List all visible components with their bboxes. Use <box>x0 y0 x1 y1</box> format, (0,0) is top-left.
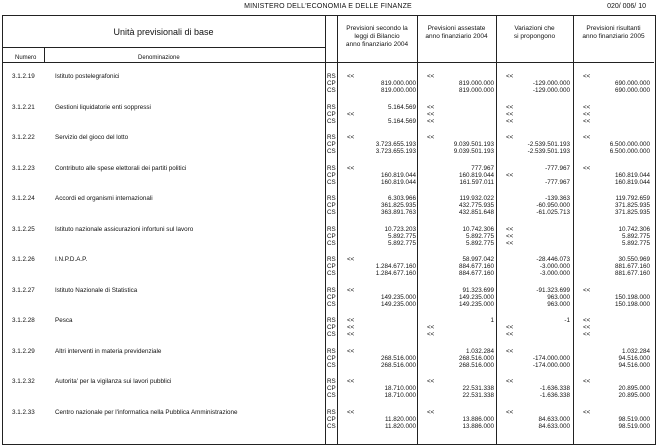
row-type-rs: RS <box>327 195 336 202</box>
value-cell: 1.032.284 <box>621 347 650 355</box>
value-cell: 5.892.775 <box>621 239 650 247</box>
value-cell: << <box>583 117 591 125</box>
value-cell: << <box>506 110 514 118</box>
value-cell: << <box>506 171 514 179</box>
row-type-cp: CP <box>327 141 336 149</box>
value-cell: 22.531.338 <box>462 392 494 400</box>
value-cell: -60.950.000 <box>536 202 570 210</box>
value-cell: 6.500.000.000 <box>609 148 650 156</box>
value-cell: 13.886.000 <box>462 415 494 423</box>
value-cell: << <box>506 73 514 80</box>
value-cell: << <box>583 103 591 111</box>
column-header-line: Previsioni secondo la <box>346 25 408 32</box>
value-cell: << <box>583 286 591 294</box>
value-cell: 881.677.160 <box>614 270 650 278</box>
row-denominazione: Istituto nazionale assicurazioni infortuni sul lavoro <box>55 225 194 233</box>
row-numero: 3.1.2.26 <box>12 256 35 263</box>
value-cell: 1 <box>490 317 494 324</box>
value-cell: 819.000.000 <box>458 87 494 95</box>
column-header-2 <box>417 25 496 41</box>
value-cell: << <box>347 378 355 385</box>
value-cell: 9.039.501.193 <box>453 141 494 149</box>
row-type-cp: CP <box>327 171 336 179</box>
value-cell: << <box>347 164 355 172</box>
value-cell: -129.000.000 <box>532 80 570 88</box>
value-cell: << <box>427 103 435 111</box>
row-numero: 3.1.2.23 <box>12 164 35 172</box>
value-cell: << <box>506 117 514 125</box>
value-cell: 149.235.000 <box>380 293 416 301</box>
column-header-line: anno finanziario 2005 <box>582 33 645 40</box>
row-type-cs: CS <box>327 178 336 186</box>
value-cell: << <box>347 317 355 324</box>
value-cell: 884.677.160 <box>458 270 494 278</box>
row-type-cs: CS <box>327 117 336 125</box>
value-cell: << <box>427 324 435 332</box>
value-cell: << <box>427 117 435 125</box>
column-header-line: Previsioni assestate <box>427 25 486 32</box>
value-cell: << <box>427 378 435 385</box>
value-cell: << <box>583 317 591 324</box>
value-cell: << <box>347 286 355 294</box>
value-cell: << <box>583 324 591 332</box>
value-cell: 5.164.569 <box>387 117 416 125</box>
row-type-rs: RS <box>327 103 336 111</box>
value-cell: << <box>583 73 591 80</box>
value-cell: 20.895.000 <box>618 385 650 393</box>
value-cell: -129.000.000 <box>532 87 570 95</box>
value-cell: 5.892.775 <box>387 232 416 240</box>
value-cell: << <box>347 134 355 141</box>
value-cell: 963.000 <box>547 293 570 301</box>
value-cell: << <box>583 331 591 339</box>
value-cell: 10.742.306 <box>462 225 494 233</box>
value-cell: 10.723.203 <box>384 225 416 233</box>
value-cell: 777.967 <box>471 164 494 172</box>
value-cell: 94.516.000 <box>618 361 650 369</box>
row-type-cs: CS <box>327 361 336 369</box>
value-cell: 160.819.044 <box>614 178 650 186</box>
value-cell: 268.516.000 <box>458 361 494 369</box>
value-cell: 160.819.044 <box>380 178 416 186</box>
value-cell: << <box>583 408 591 416</box>
value-cell: 30.550.969 <box>618 256 650 263</box>
value-cell: 18.710.000 <box>384 392 416 400</box>
row-type-rs: RS <box>327 225 336 233</box>
row-type-cs: CS <box>327 209 336 217</box>
value-cell: << <box>427 331 435 339</box>
row-denominazione: Servizio del gioco del lotto <box>55 134 129 141</box>
value-cell: 268.516.000 <box>380 354 416 362</box>
value-cell: 884.677.160 <box>458 263 494 271</box>
row-numero: 3.1.2.28 <box>12 317 35 324</box>
value-cell: << <box>347 73 355 80</box>
value-cell: -1.636.338 <box>539 392 570 400</box>
value-cell: 149.235.000 <box>380 300 416 308</box>
row-denominazione: Altri interventi in materia previdenziale <box>55 347 162 355</box>
value-cell: 84.633.000 <box>538 415 570 423</box>
row-type-cs: CS <box>327 331 336 339</box>
value-cell: << <box>347 408 355 416</box>
value-cell: << <box>427 408 435 416</box>
row-type-cp: CP <box>327 232 336 240</box>
value-cell: -777.967 <box>545 164 570 172</box>
value-cell: << <box>506 347 514 355</box>
value-cell: << <box>506 103 514 111</box>
value-cell: 3.723.655.193 <box>375 148 416 156</box>
value-cell: << <box>427 134 435 141</box>
value-cell: << <box>506 408 514 416</box>
value-cell: << <box>506 239 514 247</box>
page-header-title: MINISTERO DELL'ECONOMIA E DELLE FINANZE <box>244 3 412 10</box>
value-cell: << <box>583 378 591 385</box>
column-header-line: anno finanziario 2004 <box>345 41 409 48</box>
row-type-cs: CS <box>327 87 336 95</box>
value-cell: 119.932.022 <box>459 195 494 202</box>
numero-divider <box>44 47 45 62</box>
value-cell: 160.819.044 <box>614 171 650 179</box>
value-cell: 94.516.000 <box>618 354 650 362</box>
value-cell: -174.000.000 <box>532 361 570 369</box>
row-type-cs: CS <box>327 239 336 247</box>
row-denominazione: Contributo alle spese elettorali dei partiti politici <box>55 164 187 172</box>
value-cell: << <box>427 110 435 118</box>
value-cell: 819.000.000 <box>380 87 416 95</box>
value-cell: << <box>347 324 355 332</box>
value-cell: -174.000.000 <box>532 354 570 362</box>
value-cell: 18.710.000 <box>384 385 416 393</box>
value-cell: 5.892.775 <box>387 239 416 247</box>
value-cell: 963.000 <box>547 300 570 308</box>
value-cell: 91.323.699 <box>462 286 494 294</box>
value-cell: 1.284.677.160 <box>375 270 416 278</box>
row-type-rs: RS <box>327 408 336 416</box>
header-bottom-line <box>2 62 654 63</box>
row-numero: 3.1.2.29 <box>12 347 35 355</box>
row-numero: 3.1.2.24 <box>12 195 35 202</box>
row-type-cp: CP <box>327 415 336 423</box>
row-type-rs: RS <box>327 317 336 324</box>
value-cell: << <box>506 324 514 332</box>
value-cell: 268.516.000 <box>458 354 494 362</box>
row-numero: 3.1.2.21 <box>12 103 35 111</box>
value-cell: -2.539.501.193 <box>527 141 570 149</box>
row-type-cs: CS <box>327 300 336 308</box>
page-reference: 020/ 006/ 10 <box>607 3 646 10</box>
value-cell: -61.025.713 <box>536 209 570 217</box>
row-type-cp: CP <box>327 324 336 332</box>
row-denominazione: I.N.P.D.A.P. <box>55 256 88 263</box>
value-cell: 432.775.935 <box>458 202 494 210</box>
col-divider-1 <box>417 15 418 445</box>
value-cell: 1.284.677.160 <box>375 263 416 271</box>
value-cell: 13.886.000 <box>462 422 494 430</box>
row-denominazione: Istituto postelegrafonici <box>55 73 120 80</box>
value-cell: << <box>506 134 514 141</box>
row-denominazione: Accordi ed organismi internazionali <box>55 195 153 202</box>
value-cell: << <box>583 164 591 172</box>
row-numero: 3.1.2.33 <box>12 408 35 416</box>
value-cell: 432.851.648 <box>458 209 494 217</box>
value-cell: << <box>583 110 591 118</box>
value-cell: 371.825.935 <box>614 202 650 210</box>
col-divider-type <box>337 15 338 445</box>
value-cell: 150.198.000 <box>614 293 650 301</box>
value-cell: 11.820.000 <box>384 415 416 423</box>
value-cell: 1.032.284 <box>465 347 494 355</box>
value-cell: << <box>506 331 514 339</box>
value-cell: 98.519.000 <box>618 415 650 423</box>
value-cell: 5.892.775 <box>465 232 494 240</box>
value-cell: 58.997.042 <box>462 256 494 263</box>
value-cell: 20.895.000 <box>618 392 650 400</box>
value-cell: << <box>347 331 355 339</box>
value-cell: 9.039.501.193 <box>453 148 494 156</box>
numero-header: Numero <box>15 55 37 61</box>
value-cell: 819.000.000 <box>458 80 494 88</box>
value-cell: 5.164.569 <box>387 103 416 111</box>
value-cell: 819.000.000 <box>380 80 416 88</box>
row-type-cp: CP <box>327 385 336 393</box>
value-cell: 3.723.655.193 <box>375 141 416 149</box>
value-cell: 160.819.044 <box>380 171 416 179</box>
value-cell: 119.792.659 <box>615 195 650 202</box>
row-denominazione: Pesca <box>55 317 73 324</box>
row-type-cs: CS <box>327 422 336 430</box>
value-cell: 363.891.763 <box>380 209 416 217</box>
value-cell: 149.235.000 <box>458 293 494 301</box>
value-cell: 161.597.011 <box>459 178 494 186</box>
value-cell: << <box>347 110 355 118</box>
value-cell: 690.000.000 <box>614 80 650 88</box>
column-header-1 <box>337 25 417 49</box>
header-subdivider <box>2 47 325 48</box>
row-type-cp: CP <box>327 354 336 362</box>
value-cell: 361.825.935 <box>380 202 416 210</box>
value-cell: 690.000.000 <box>614 87 650 95</box>
column-header-3 <box>496 25 573 41</box>
value-cell: 98.519.000 <box>618 422 650 430</box>
value-cell: 5.892.775 <box>465 239 494 247</box>
row-numero: 3.1.2.25 <box>12 225 35 233</box>
denominazione-header: Denominazione <box>138 55 180 61</box>
row-numero: 3.1.2.32 <box>12 378 35 385</box>
row-type-cp: CP <box>327 110 336 118</box>
row-type-rs: RS <box>327 347 336 355</box>
row-type-rs: RS <box>327 73 336 80</box>
column-header-line: leggi di Bilancio <box>354 33 400 40</box>
value-cell: -28.446.073 <box>536 256 570 263</box>
value-cell: 10.742.306 <box>618 225 650 233</box>
row-numero: 3.1.2.19 <box>12 73 35 80</box>
column-header-4 <box>573 25 654 41</box>
row-type-cp: CP <box>327 293 336 301</box>
value-cell: 11.820.000 <box>384 422 416 430</box>
row-numero: 3.1.2.27 <box>12 286 35 294</box>
row-type-cp: CP <box>327 80 336 88</box>
row-type-rs: RS <box>327 286 336 294</box>
value-cell: << <box>347 256 355 263</box>
value-cell: -139.363 <box>545 195 570 202</box>
value-cell: -91.323.699 <box>536 286 570 294</box>
unita-header: Unità previsionali di base <box>113 27 214 37</box>
column-header-line: si propongono <box>513 33 556 40</box>
value-cell: 5.892.775 <box>621 232 650 240</box>
row-type-rs: RS <box>327 378 336 385</box>
value-cell: 84.633.000 <box>538 422 570 430</box>
column-header-line: Previsioni risultanti <box>586 25 641 32</box>
value-cell: << <box>506 232 514 240</box>
value-cell: 6.303.966 <box>387 195 416 202</box>
row-type-rs: RS <box>327 134 336 141</box>
value-cell: << <box>347 347 355 355</box>
value-cell: 149.235.000 <box>458 300 494 308</box>
row-type-cp: CP <box>327 202 336 210</box>
value-cell: 268.516.000 <box>380 361 416 369</box>
value-cell: 150.198.000 <box>614 300 650 308</box>
value-cell: 6.500.000.000 <box>609 141 650 149</box>
col-divider-denominazione <box>325 15 326 445</box>
value-cell: -1 <box>564 317 570 324</box>
value-cell: << <box>506 225 514 233</box>
row-denominazione: Autorita' per la vigilanza sui lavori pubblici <box>55 378 172 385</box>
value-cell: << <box>427 73 435 80</box>
row-denominazione: Gestioni liquidatorie enti soppressi <box>55 103 151 111</box>
value-cell: -1.636.338 <box>539 385 570 393</box>
value-cell: 371.825.935 <box>614 209 650 217</box>
value-cell: 22.531.338 <box>462 385 494 393</box>
value-cell: -3.000.000 <box>539 263 570 271</box>
row-type-cs: CS <box>327 270 336 278</box>
row-type-cs: CS <box>327 392 336 400</box>
value-cell: << <box>583 134 591 141</box>
column-header-line: anno finanziario 2004 <box>425 33 488 40</box>
value-cell: -2.539.501.193 <box>527 148 570 156</box>
value-cell: 881.677.160 <box>614 263 650 271</box>
row-denominazione: Centro nazionale per l'informatica nella Pubblica Amministrazione <box>55 408 238 416</box>
value-cell: 160.819.044 <box>458 171 494 179</box>
row-type-cp: CP <box>327 263 336 271</box>
row-denominazione: Istituto Nazionale di Statistica <box>55 286 138 294</box>
value-cell: -777.967 <box>545 178 570 186</box>
row-numero: 3.1.2.22 <box>12 134 35 141</box>
row-type-cs: CS <box>327 148 336 156</box>
value-cell: << <box>506 378 514 385</box>
row-type-rs: RS <box>327 256 336 263</box>
row-type-rs: RS <box>327 164 336 172</box>
value-cell: -3.000.000 <box>539 270 570 278</box>
column-header-line: Variazioni che <box>514 25 555 32</box>
